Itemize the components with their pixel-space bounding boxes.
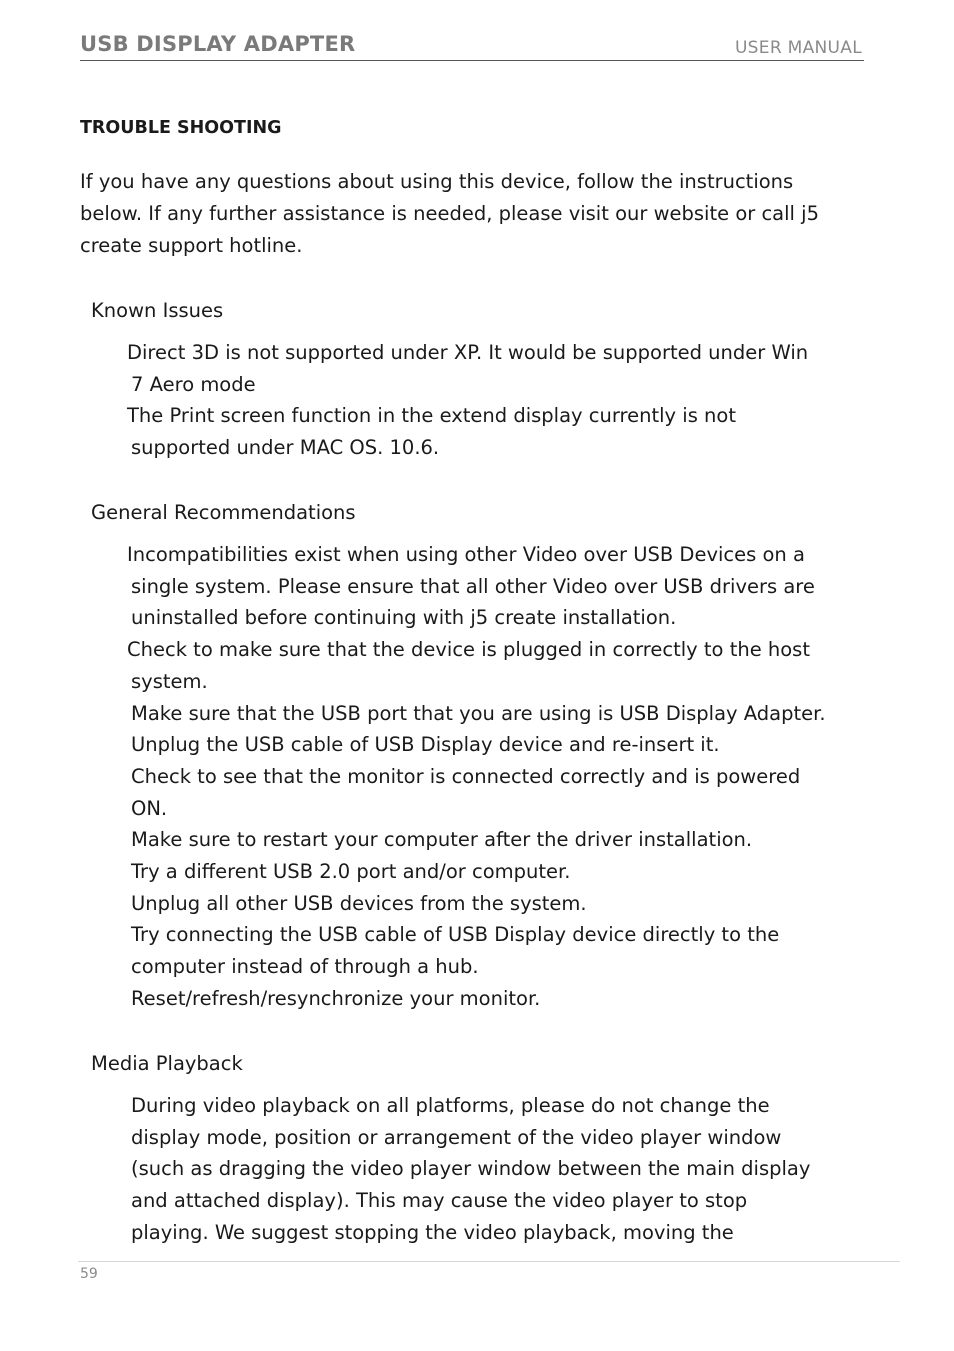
list-line: Check to make sure that the device is plugged in correctly to the host — [127, 638, 810, 662]
list-line: Unplug the USB cable of USB Display device and re-insert it. — [131, 733, 720, 757]
page-number: 59 — [80, 1266, 98, 1282]
list-line: system. — [131, 669, 208, 693]
media-playback-paragraph — [131, 1090, 810, 1249]
list-line: Unplug all other USB devices from the system. — [131, 891, 587, 915]
list-line: Incompatibilities exist when using other Video over USB Devices on a — [127, 543, 805, 566]
list-line: single system. Please ensure that all other Video over USB drivers are — [131, 574, 815, 598]
paragraph-line: playing. We suggest stopping the video playback, moving the — [131, 1220, 734, 1244]
known-issues-heading: Known Issues — [91, 299, 224, 322]
list-line: 7 Aero mode — [131, 372, 256, 396]
list-line: Try connecting the USB cable of USB Display device directly to the — [131, 923, 780, 947]
document-type-label: USER MANUAL — [734, 38, 862, 58]
general-recommendations-heading: General Recommendations — [91, 501, 356, 524]
list-line: supported under MAC OS. 10.6. — [131, 436, 440, 460]
section-heading: TROUBLE SHOOTING — [80, 118, 282, 138]
page-header — [80, 30, 864, 61]
general-recommendations-list — [0, 539, 826, 1015]
media-playback-heading: Media Playback — [91, 1052, 243, 1075]
paragraph-line: and attached display). This may cause the video player to stop — [131, 1189, 748, 1213]
footer-divider — [78, 1261, 900, 1262]
list-line: Direct 3D is not supported under XP. It would be supported under Win — [127, 341, 809, 364]
intro-line: below. If any further assistance is needed, please visit our website or call j5 — [80, 201, 819, 225]
document-title: USB DISPLAY ADAPTER — [80, 32, 356, 56]
known-issues-list — [0, 337, 808, 464]
list-line: Try a different USB 2.0 port and/or computer. — [131, 860, 571, 884]
list-line: Reset/refresh/resynchronize your monitor. — [131, 986, 541, 1010]
list-line: Check to see that the monitor is connected correctly and is powered — [131, 764, 801, 788]
list-line: ON. — [131, 796, 168, 820]
list-line: uninstalled before continuing with j5 create installation. — [131, 606, 677, 630]
paragraph-line: (such as dragging the video player window between the main display — [131, 1157, 811, 1181]
list-line: Make sure that the USB port that you are using is USB Display Adapter. — [131, 701, 826, 725]
intro-line: create support hotline. — [80, 233, 303, 257]
list-line: The Print screen function in the extend display currently is not — [127, 404, 736, 428]
paragraph-line: During video playback on all platforms, please do not change the — [131, 1094, 770, 1117]
intro-line: If you have any questions about using this device, follow the instructions — [80, 170, 794, 193]
intro-paragraph — [80, 166, 910, 261]
list-line: Make sure to restart your computer after the driver installation. — [131, 828, 753, 852]
paragraph-line: display mode, position or arrangement of the video player window — [131, 1125, 782, 1149]
list-line: computer instead of through a hub. — [131, 955, 479, 979]
